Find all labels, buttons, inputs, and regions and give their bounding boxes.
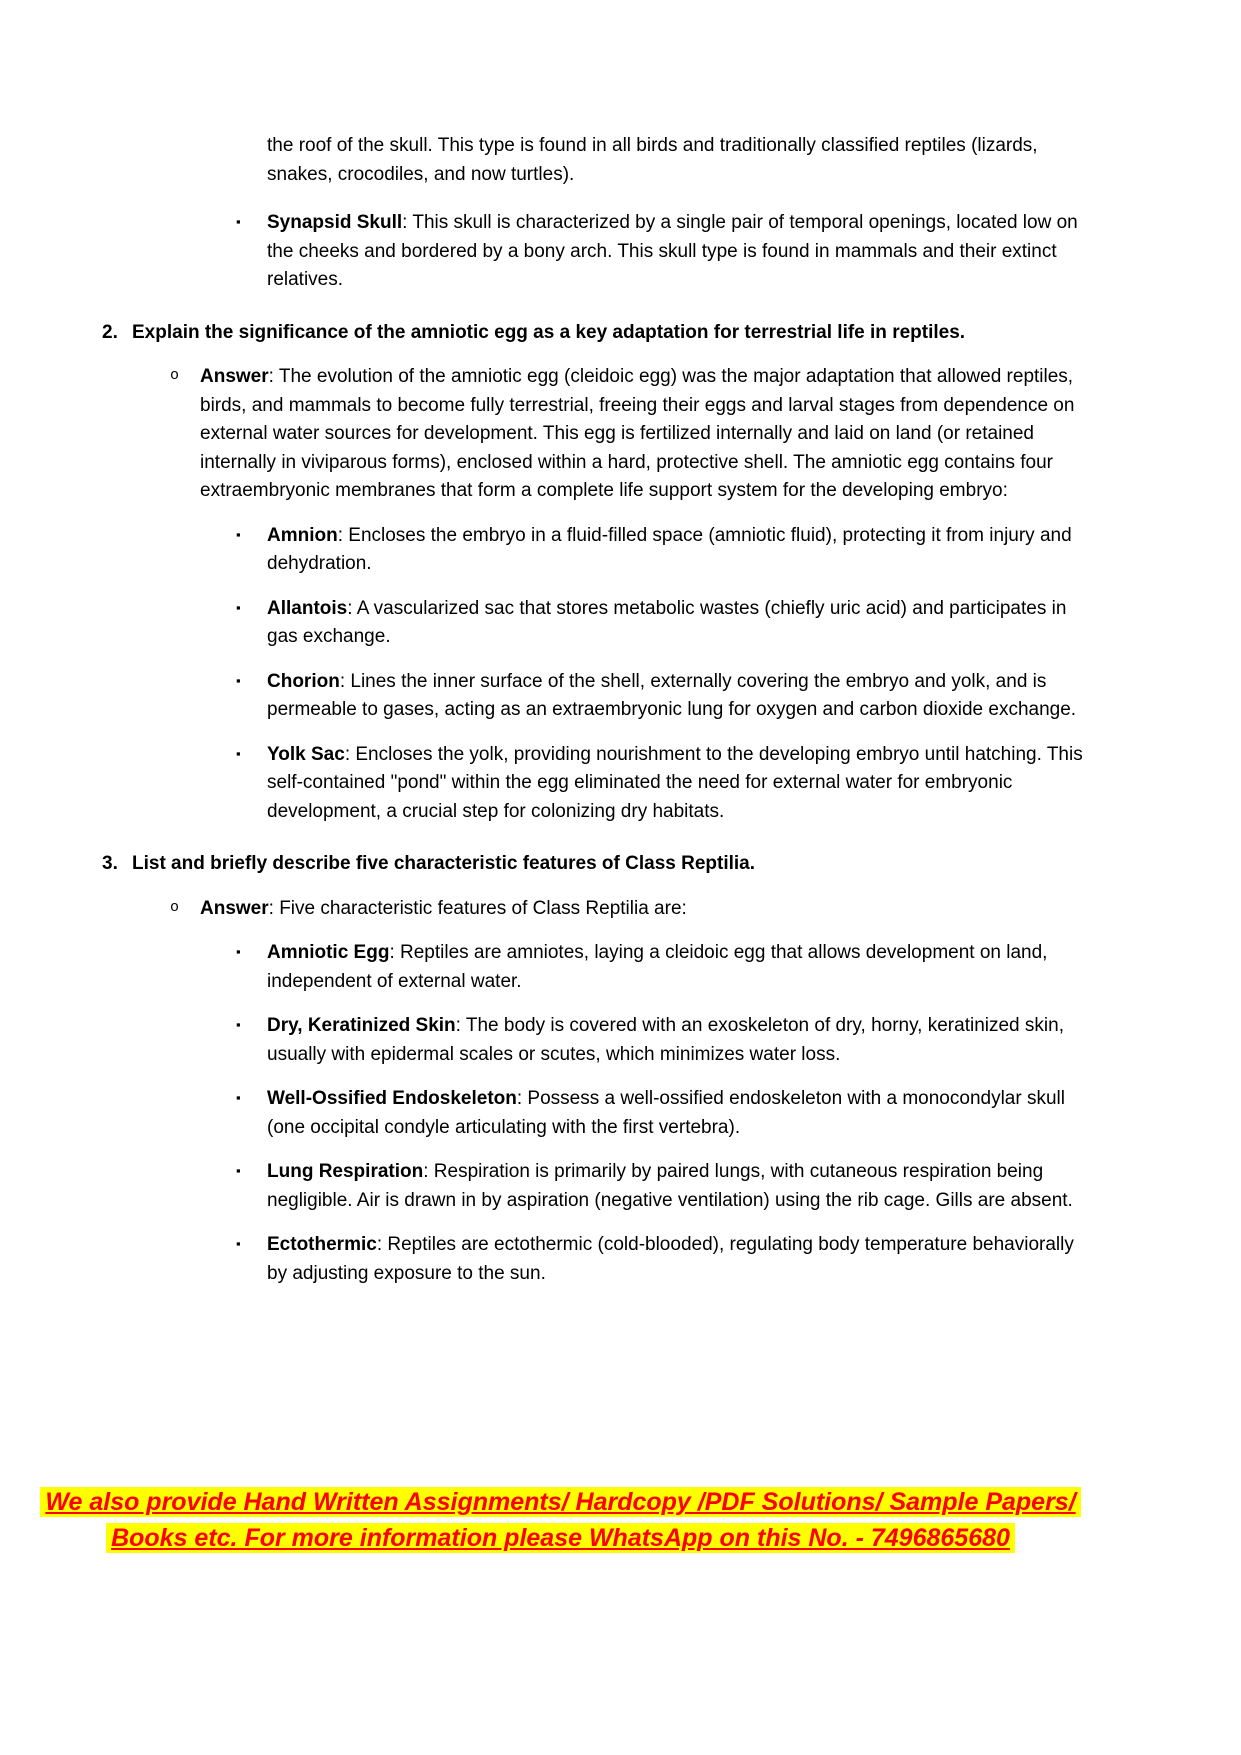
square-bullet-icon: ▪ — [236, 1090, 241, 1105]
question-3-number: 3. — [102, 853, 118, 874]
bullet-text — [267, 209, 1091, 295]
bullet-body: : The body is covered with an exoskeleton of dry, horny, keratinized skin, usually with epidermal scales or scutes, which minimizes water loss. — [267, 1015, 1064, 1065]
bullet-text — [267, 595, 1091, 652]
bullet-body: : Respiration is primarily by paired lungs, with cutaneous respiration being negligible. Air is drawn in by aspiration (negative ventilation) using the rib cage. Gills are absent. — [267, 1161, 1073, 1211]
square-bullet-icon: ▪ — [236, 944, 241, 959]
bullet-lead: Allantois — [267, 597, 348, 619]
bullet-text — [267, 1158, 1091, 1215]
question-2-number: 2. — [102, 321, 118, 343]
square-bullet-icon: ▪ — [236, 1017, 241, 1032]
bullet-item-endoskeleton — [100, 1085, 1091, 1142]
bullet-text — [267, 939, 1091, 996]
question-item-3 — [100, 850, 1091, 879]
bullet-text — [267, 1085, 1091, 1142]
bullet-body: : Encloses the yolk, providing nourishment to the developing embryo until hatching. This self-contained "pond" within the egg eliminated the need for external water for embryonic development, a crucial step for colonizing dry habitats. — [267, 743, 1083, 822]
footer-line-1: We also provide Hand Written Assignments/ Hardcopy /PDF Solutions/ Sample Papers/ — [40, 1487, 1080, 1517]
answer-item-q2 — [100, 363, 1091, 506]
bullet-text — [267, 1231, 1091, 1288]
bullet-item-keratinized-skin — [100, 1012, 1091, 1069]
answer-text-q3 — [200, 895, 1091, 924]
bullet-text — [267, 668, 1091, 725]
bullet-body: : Encloses the embryo in a fluid-filled space (amniotic fluid), protecting it from injury and dehydration. — [267, 524, 1072, 574]
answer-body: : The evolution of the amniotic egg (cleidoic egg) was the major adaptation that allowed reptiles, birds, and mammals to become fully terrestrial, freeing their eggs and larval stages from dependence on external water sources for development. This egg is fertilized internally and laid on land (or retained internally in viviparous forms), enclosed within a hard, protective shell. The amniotic egg contains four extraembryonic membranes that form a complete life support system for the developing embryo: — [200, 366, 1075, 501]
bullet-body: : Lines the inner surface of the shell, externally covering the embryo and yolk, and is permeable to gases, acting as an extraembryonic lung for oxygen and carbon dioxide exchange. — [267, 670, 1077, 720]
answer-body: : Five characteristic features of Class Reptilia are: — [268, 897, 687, 919]
square-bullet-icon: ▪ — [236, 1163, 241, 1178]
footer-line-2-wrap — [0, 1520, 1121, 1556]
bullet-item-synapsid-skull — [100, 209, 1091, 295]
question-item-2 — [100, 319, 1091, 348]
bullet-lead: Yolk Sac — [267, 743, 345, 765]
bullet-body: : A vascularized sac that stores metabolic wastes (chiefly uric acid) and participates in gas exchange. — [267, 597, 1067, 647]
circle-bullet-icon: o — [170, 367, 180, 384]
bullet-lead: Lung Respiration — [267, 1161, 424, 1182]
bullet-text — [267, 522, 1091, 579]
bullet-item-lung-respiration — [100, 1158, 1091, 1215]
answer-text-q2 — [200, 363, 1091, 506]
footer-banner — [0, 1484, 1121, 1556]
bullet-item-allantois — [100, 595, 1091, 652]
bullet-lead: Amnion — [267, 524, 338, 546]
bullet-item-ectothermic — [100, 1231, 1091, 1288]
bullet-item-chorion — [100, 668, 1091, 725]
bullet-item-amniotic-egg — [100, 939, 1091, 996]
bullet-body: : Reptiles are amniotes, laying a cleidoic egg that allows development on land, independent of external water. — [267, 942, 1048, 992]
square-bullet-icon: ▪ — [236, 1236, 241, 1251]
question-2-text: Explain the significance of the amniotic egg as a key adaptation for terrestrial life in reptiles. — [132, 321, 966, 343]
footer-line-2: Books etc. For more information please WhatsApp on this No. - 7496865680 — [106, 1523, 1015, 1553]
bullet-lead: Dry, Keratinized Skin — [267, 1015, 456, 1036]
bullet-lead: Amniotic Egg — [267, 942, 390, 963]
bullet-body: : Reptiles are ectothermic (cold-blooded), regulating body temperature behaviorally by adjusting exposure to the sun. — [267, 1234, 1074, 1284]
bullet-lead: Chorion — [267, 670, 340, 692]
square-bullet-icon: ▪ — [236, 599, 241, 615]
bullet-lead: Synapsid Skull — [267, 212, 403, 233]
bullet-text — [267, 741, 1091, 827]
circle-bullet-icon: o — [170, 898, 180, 916]
bullet-lead: Ectothermic — [267, 1234, 377, 1255]
question-3-text: List and briefly describe five characteristic features of Class Reptilia. — [132, 853, 756, 874]
square-bullet-icon: ▪ — [236, 745, 241, 761]
bullet-lead: Well-Ossified Endoskeleton — [267, 1088, 517, 1109]
continuation-paragraph: the roof of the skull. This type is found in all birds and traditionally classified reptiles (lizards, snakes, crocodiles, and now turtles). — [267, 135, 1038, 185]
answer-lead: Answer — [200, 366, 269, 387]
square-bullet-icon: ▪ — [236, 526, 241, 542]
bullet-text — [267, 1012, 1091, 1069]
square-bullet-icon: ▪ — [236, 214, 241, 229]
bullet-item-amnion — [100, 522, 1091, 579]
answer-lead: Answer — [200, 897, 269, 919]
square-bullet-icon: ▪ — [236, 672, 241, 688]
bullet-body: : Possess a well-ossified endoskeleton with a monocondylar skull (one occipital condyle articulating with the first vertebra). — [267, 1088, 1065, 1138]
answer-item-q3 — [100, 895, 1091, 924]
bullet-body: : This skull is characterized by a single pair of temporal openings, located low on the cheeks and bordered by a bony arch. This skull type is found in mammals and their extinct relatives. — [267, 212, 1078, 290]
footer-line-1-wrap — [0, 1484, 1121, 1520]
bullet-item-yolk-sac — [100, 741, 1091, 827]
